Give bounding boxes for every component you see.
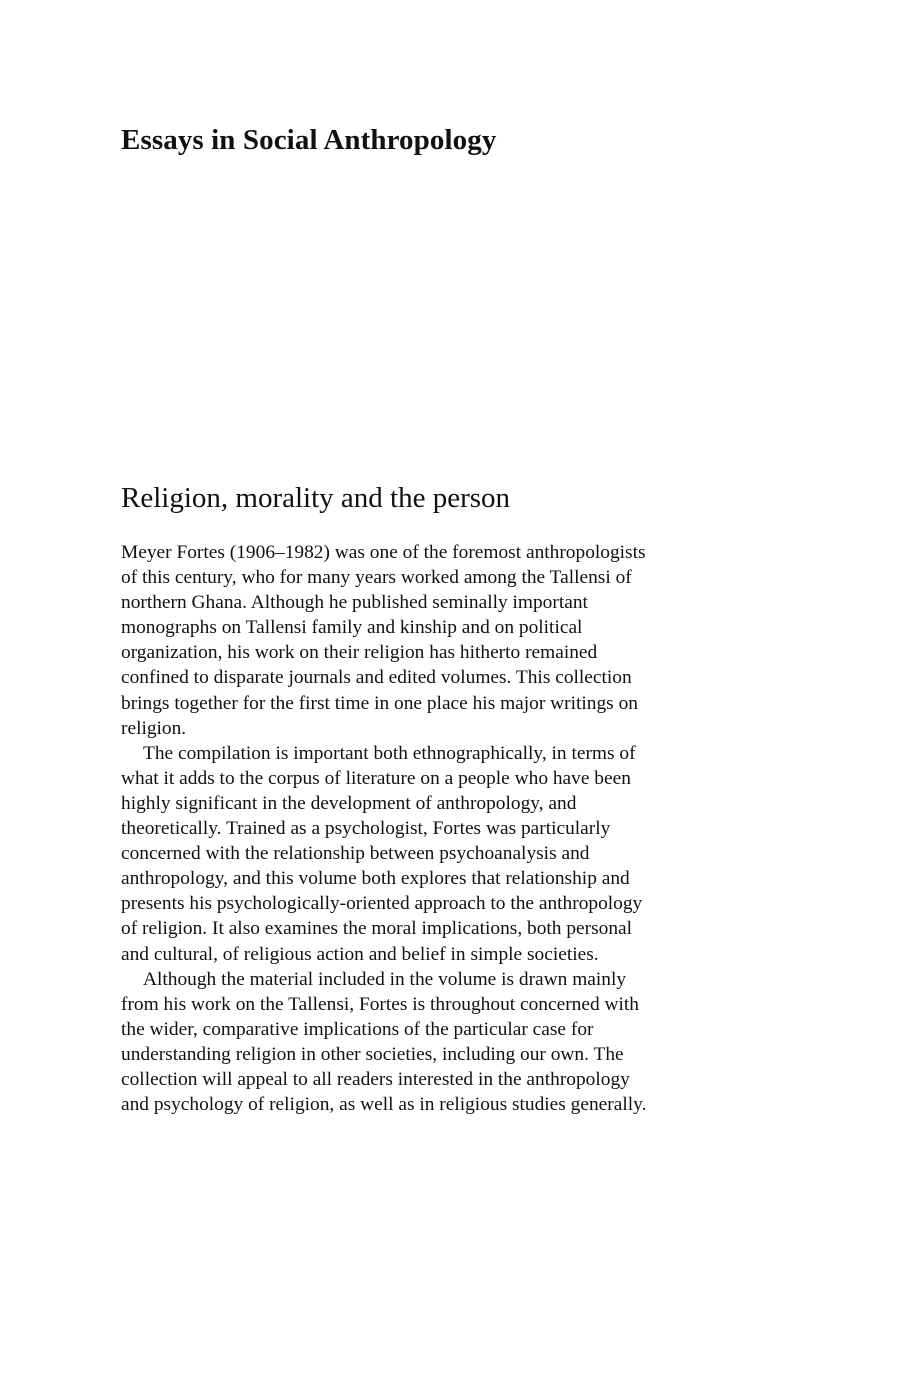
- text-line: the wider, comparative implications of the particular case for: [121, 1018, 594, 1040]
- text-line: concerned with the relationship between psychoanalysis and: [121, 843, 590, 865]
- text-line: The compilation is important both ethnographically, in terms of: [143, 742, 636, 764]
- text-line: of this century, who for many years worked among the Tallensi of: [121, 567, 632, 589]
- text-line: Meyer Fortes (1906–1982) was one of the foremost anthropologists: [121, 542, 646, 563]
- text-line: what it adds to the corpus of literature on a people who have been: [121, 767, 631, 789]
- text-line: northern Ghana. Although he published seminally important: [121, 592, 588, 614]
- blurb-paragraph-1: [121, 540, 721, 741]
- blurb-paragraph-2: [121, 741, 721, 967]
- text-line: highly significant in the development of anthropology, and: [121, 792, 577, 814]
- text-line: from his work on the Tallensi, Fortes is throughout concerned with: [121, 993, 639, 1015]
- text-line: anthropology, and this volume both explores that relationship and: [121, 868, 630, 890]
- text-line: and cultural, of religious action and belief in simple societies.: [121, 943, 599, 965]
- text-line: brings together for the first time in one place his major writings on: [121, 692, 638, 714]
- text-line: theoretically. Trained as a psychologist, Fortes was particularly: [121, 818, 611, 840]
- text-line: collection will appeal to all readers interested in the anthropology: [121, 1068, 630, 1090]
- book-title: Religion, morality and the person: [121, 482, 511, 514]
- text-line: confined to disparate journals and edited volumes. This collection: [121, 667, 632, 689]
- text-line: of religion. It also examines the moral implications, both personal: [121, 918, 633, 940]
- text-line: monographs on Tallensi family and kinship and on political: [121, 617, 583, 639]
- blurb-paragraph-3: [121, 967, 721, 1118]
- blurb-text: [121, 540, 721, 1117]
- text-line: Although the material included in the volume is drawn mainly: [143, 968, 627, 990]
- series-title: Essays in Social Anthropology: [121, 124, 497, 156]
- text-line: presents his psychologically-oriented approach to the anthropology: [121, 893, 643, 915]
- text-line: organization, his work on their religion has hitherto remained: [121, 642, 598, 664]
- text-line: and psychology of religion, as well as in religious studies generally.: [121, 1094, 647, 1116]
- text-line: understanding religion in other societies, including our own. The: [121, 1043, 624, 1065]
- text-line: religion.: [121, 717, 187, 739]
